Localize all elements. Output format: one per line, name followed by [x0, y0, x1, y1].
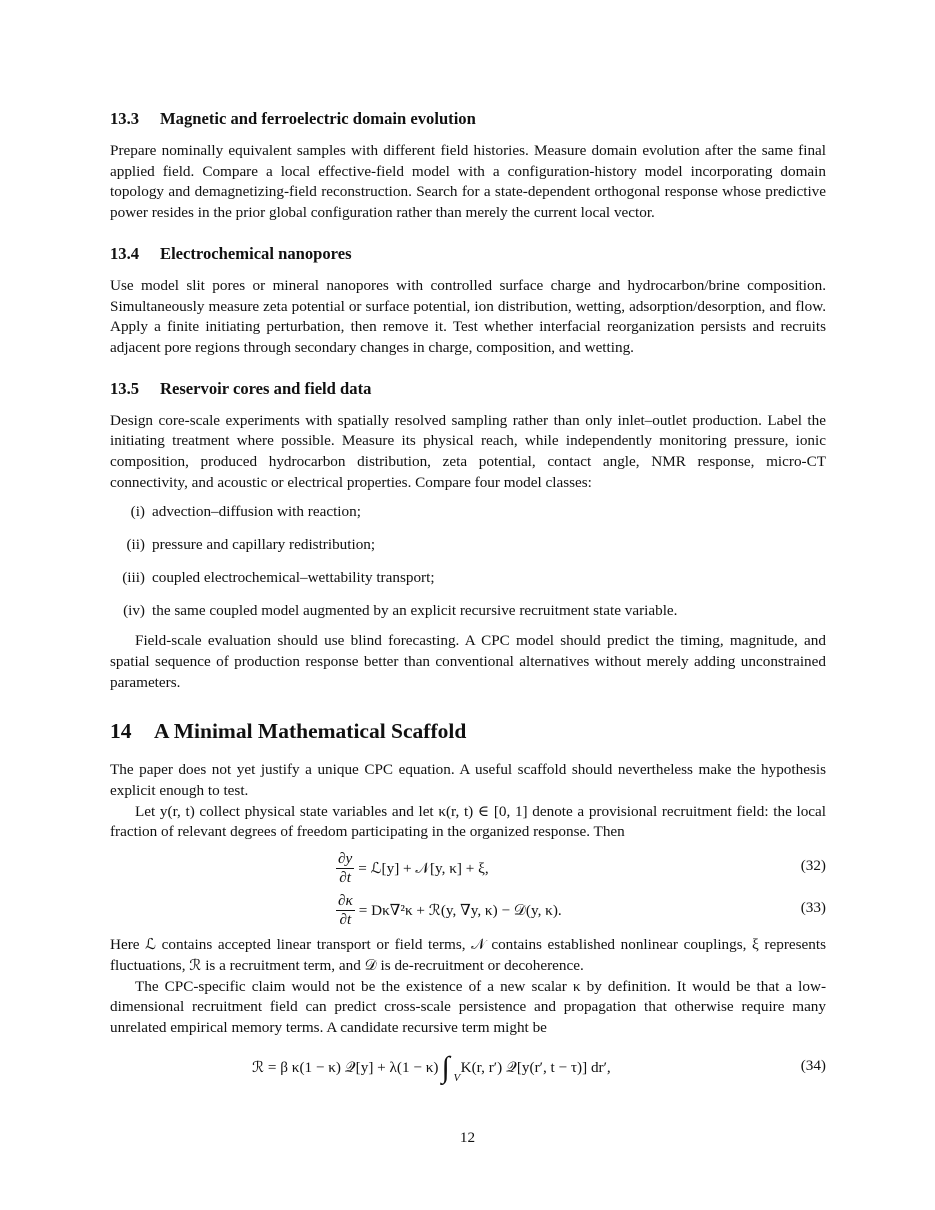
list-marker: (iv): [123, 601, 145, 619]
equation-number: (32): [800, 857, 826, 875]
list-marker: (ii): [126, 536, 145, 554]
list-item-text: advection–diffusion with reaction;: [152, 503, 361, 521]
section-title: A Minimal Mathematical Scaffold: [154, 719, 467, 744]
section-13-4-paragraph: Use model slit pores or mineral nanopores with controlled surface charge and hydrocarbon/brine composition. Simultaneously measure zeta potential or surface potential, ion distribution, wetting, adsorption/desorption, and flow. Apply a finite initiating perturbation, then remove it. Test whether interfacial reorganization persists and recruits adjacent pore regions through secondary changes in charge, composition, and wetting.: [110, 276, 826, 356]
section-14-paragraph-1: The paper does not yet justify a unique CPC equation. A useful scaffold should nevertheless make the hypothesis explicit enough to test.: [110, 761, 826, 800]
equation-32: [110, 847, 826, 889]
section-14-paragraph-2: Let y(r, t) collect physical state variables and let κ(r, t) ∈ [0, 1] denote a provisional recruitment field: the local fraction of relevant degrees of freedom participating in the organized response. Then: [110, 802, 826, 841]
list-item-text: the same coupled model augmented by an explicit recursive recruitment state variable.: [152, 601, 678, 619]
section-number: 13.5: [110, 378, 140, 398]
section-13-3-paragraph: Prepare nominally equivalent samples with different field histories. Measure domain evolution after the same final applied field. Compare a local effective-field model with a configuration-history model incorporating domain topology and demagnetizing-field reconstruction. Search for a state-dependent orthogonal response whose predictive power resides in the prior global configuration rather than merely the current local vector.: [110, 142, 826, 222]
fraction: [336, 892, 355, 929]
list-item: [110, 502, 826, 523]
denominator: ∂t: [339, 868, 351, 886]
numerator: ∂y: [338, 849, 353, 867]
integral-sign: ∫ V: [441, 1053, 449, 1083]
equation-33: [110, 889, 826, 931]
equation-rhs: = Dκ∇²κ + ℛ(y, ∇y, κ) − 𝒟(y, κ).: [358, 901, 562, 919]
section-13-4-heading: [110, 243, 826, 265]
list-item-text: coupled electrochemical–wettability transport;: [152, 568, 435, 586]
page-body: [110, 108, 826, 1091]
list-item-text: pressure and capillary redistribution;: [152, 536, 376, 554]
equation-rhs: = ℒ[y] + 𝒩[y, κ] + ξ,: [358, 859, 489, 877]
section-number: 14: [110, 719, 132, 744]
equation-number: (34): [800, 1056, 826, 1074]
equation-34: [110, 1045, 826, 1091]
integral-limit: V: [453, 1071, 461, 1084]
section-13-3-heading: [110, 108, 826, 130]
section-title: Electrochemical nanopores: [160, 243, 352, 263]
list-marker: (iii): [122, 568, 145, 586]
section-14-paragraph-3: Here ℒ contains accepted linear transport or field terms, 𝒩 contains established nonlinear couplings, ξ represents fluctuations, ℛ is a recruitment term, and 𝒟 is de-recruitment or decoherence.: [110, 936, 826, 974]
section-title: Reservoir cores and field data: [160, 378, 372, 398]
page-number: 12: [459, 1129, 476, 1146]
section-13-5-closing-paragraph: Field-scale evaluation should use blind forecasting. A CPC model should predict the timing, magnitude, and spatial sequence of production response better than conventional alternatives without merely adding unconstrained parameters.: [110, 632, 826, 691]
section-title: Magnetic and ferroelectric domain evolution: [160, 109, 476, 128]
section-number: 13.4: [110, 243, 140, 263]
section-14-heading: [110, 717, 826, 745]
list-marker: (i): [130, 503, 145, 521]
equation-rest: K(r, r′) 𝒬[y(r′, t − τ)] dr′,: [460, 1058, 611, 1076]
section-13-5-heading: [110, 378, 826, 400]
section-13-5-paragraph: Design core-scale experiments with spatially resolved sampling rather than only inlet–outlet production. Label the initiating treatment where possible. Measure its physical reach, while independently monitoring pressure, ionic composition, produced hydrocarbon distribution, zeta potential, contact angle, NMR response, micro-CT connectivity, and acoustic or electrical properties. Compare four model classes:: [110, 411, 826, 491]
model-class-list: [110, 502, 826, 621]
equation-lhs: ℛ = β κ(1 − κ) 𝒬[y] + λ(1 − κ): [252, 1059, 439, 1077]
fraction: [336, 850, 354, 887]
list-item: [110, 601, 826, 622]
section-14-paragraph-4: The CPC-specific claim would not be the existence of a new scalar κ by definition. It would be that a low-dimensional recruitment field can predict cross-scale persistence and propagation that otherwise require many unrelated empirical memory terms. A candidate recursive term might be: [110, 977, 826, 1036]
list-item: [110, 568, 826, 589]
list-item: [110, 535, 826, 556]
section-number: 13.3: [110, 109, 140, 128]
numerator: ∂κ: [338, 891, 353, 909]
equation-number: (33): [800, 899, 826, 917]
denominator: ∂t: [339, 910, 352, 928]
